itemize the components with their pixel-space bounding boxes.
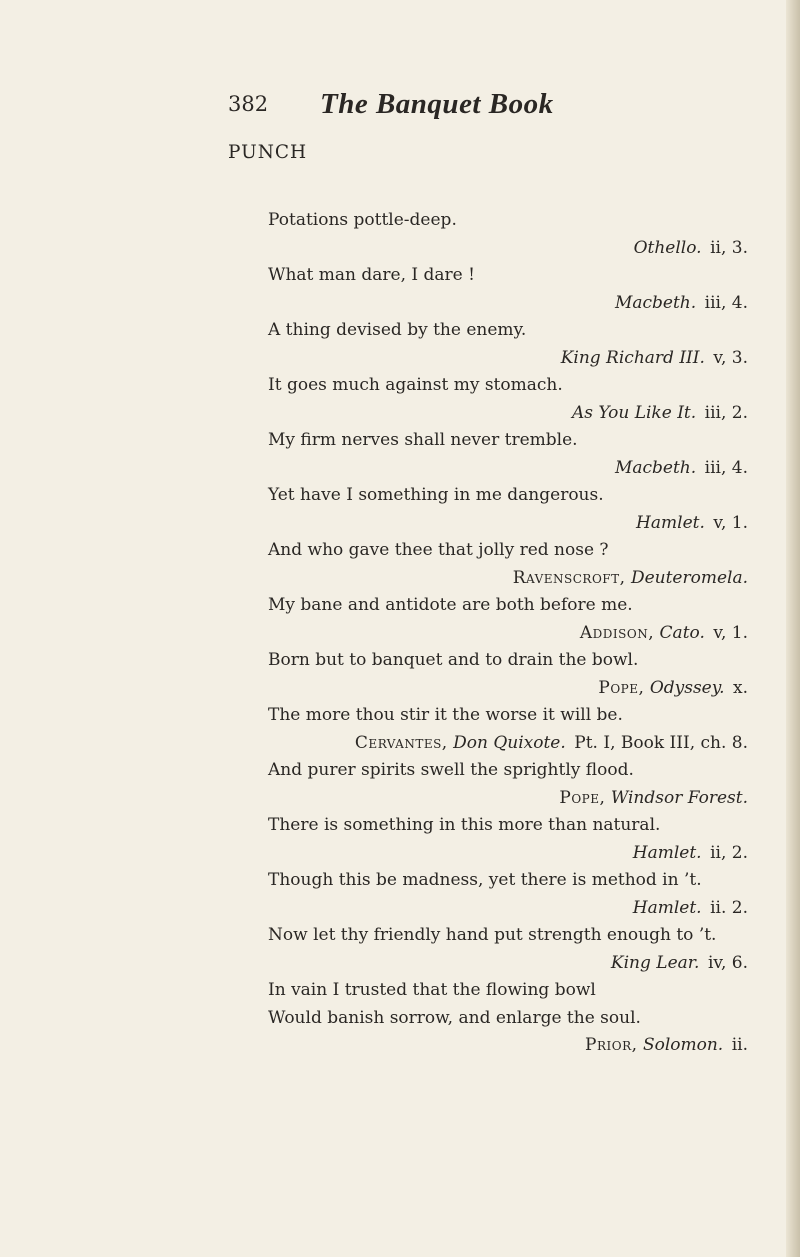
quote-line: The more thou stir it the worse it will be. (268, 705, 623, 725)
quote-attribution (268, 895, 748, 923)
attribution-work: Othello. (633, 237, 702, 258)
quote-line: My bane and antidote are both before me. (268, 595, 633, 615)
attribution-work: Windsor Forest. (610, 787, 748, 808)
quote-entry (268, 317, 748, 372)
quote-line: Though this be madness, yet there is method in ’t. (268, 870, 702, 890)
quote-line: Would banish sorrow, and enlarge the soul. (268, 1007, 641, 1028)
attribution-reference: ii, 3. (710, 237, 748, 258)
quote-line: Now let thy friendly hand put strength enough to ’t. (268, 925, 717, 945)
attribution-author: Pope, (559, 787, 606, 808)
attribution-author: Ravenscroft, (512, 567, 626, 588)
attribution-author: Prior, (585, 1035, 638, 1055)
attribution-work: King Richard III. (560, 347, 705, 368)
quote-line: In vain I trusted that the flowing bowl (268, 980, 596, 1000)
attribution-reference: iii, 4. (704, 457, 748, 478)
quote-attribution (268, 840, 748, 868)
quote-line: There is something in this more than natural. (268, 815, 661, 835)
quote-entry (268, 207, 748, 262)
quote-line: Born but to banquet and to drain the bowl. (268, 650, 639, 670)
quote-entry (268, 702, 748, 757)
quote-line: Yet have I something in me dangerous. (268, 485, 604, 505)
quote-entry (268, 427, 748, 482)
quote-attribution (268, 400, 748, 428)
attribution-work: Macbeth. (614, 457, 697, 478)
attribution-work: Odyssey. (649, 677, 725, 698)
quote-list (268, 207, 748, 1060)
attribution-work: Macbeth. (614, 292, 697, 313)
attribution-reference: ii. 2. (710, 897, 748, 918)
attribution-work: Hamlet. (632, 842, 702, 863)
attribution-work: Cato. (659, 622, 705, 643)
attribution-reference: v, 1. (713, 512, 748, 533)
attribution-author: Addison, (579, 622, 655, 643)
quote-attribution (268, 675, 748, 703)
quote-line: A thing devised by the enemy. (268, 320, 527, 340)
attribution-work: Hamlet. (636, 512, 705, 533)
quote-entry (268, 812, 748, 867)
quote-entry (268, 262, 748, 317)
quote-entry (268, 757, 748, 812)
quote-line: It goes much against my stomach. (268, 375, 563, 395)
section-title-text: PUNCH (228, 142, 308, 163)
attribution-reference: x. (733, 677, 748, 698)
quote-line: My firm nerves shall never tremble. (268, 430, 578, 450)
attribution-work: King Lear. (610, 952, 700, 973)
quote-entry (268, 482, 748, 537)
quote-line: What man dare, I dare ! (268, 265, 475, 285)
quote-line: Potations pottle-deep. (268, 210, 457, 230)
attribution-reference: v, 3. (713, 347, 748, 368)
attribution-reference: iv, 6. (707, 952, 748, 973)
attribution-reference: ii, 2. (710, 842, 748, 863)
quote-attribution (268, 345, 748, 373)
attribution-work: Solomon. (642, 1035, 724, 1055)
quote-attribution (268, 785, 748, 813)
quote-attribution (268, 730, 748, 758)
book-title: The Banquet Book (320, 88, 554, 120)
attribution-work: As You Like It. (571, 402, 697, 423)
attribution-author: Cervantes, (354, 732, 448, 753)
quote-attribution (268, 950, 748, 978)
attribution-work: Hamlet. (632, 897, 702, 918)
quote-attribution (268, 565, 748, 593)
quote-attribution (268, 290, 748, 318)
attribution-reference: v, 1. (713, 622, 748, 643)
quote-entry (268, 592, 748, 647)
section-title (228, 142, 648, 163)
attribution-work: Deuteromela. (630, 567, 748, 588)
quote-line: And who gave thee that jolly red nose ? (268, 540, 609, 560)
attribution-reference: iii, 4. (704, 292, 748, 313)
attribution-reference: Pt. I, Book III, ch. 8. (574, 732, 748, 753)
attribution-reference: ii. (731, 1035, 748, 1055)
quote-attribution (268, 235, 748, 263)
quote-entry (268, 647, 748, 702)
quote-entry (268, 372, 748, 427)
quote-entry (268, 977, 748, 1060)
quote-attribution (268, 1032, 748, 1060)
page-number: 382 (228, 92, 269, 116)
quote-attribution (268, 510, 748, 538)
quote-entry (268, 537, 748, 592)
quote-attribution (268, 455, 748, 483)
attribution-author: Pope, (598, 677, 645, 698)
attribution-reference: iii, 2. (704, 402, 748, 423)
page-edge-shadow (786, 0, 800, 1257)
quote-line: And purer spirits swell the sprightly flood. (268, 760, 634, 780)
quote-entry (268, 922, 748, 977)
running-head (228, 88, 648, 126)
attribution-work: Don Quixote. (453, 732, 566, 753)
quote-attribution (268, 620, 748, 648)
quote-entry (268, 867, 748, 922)
